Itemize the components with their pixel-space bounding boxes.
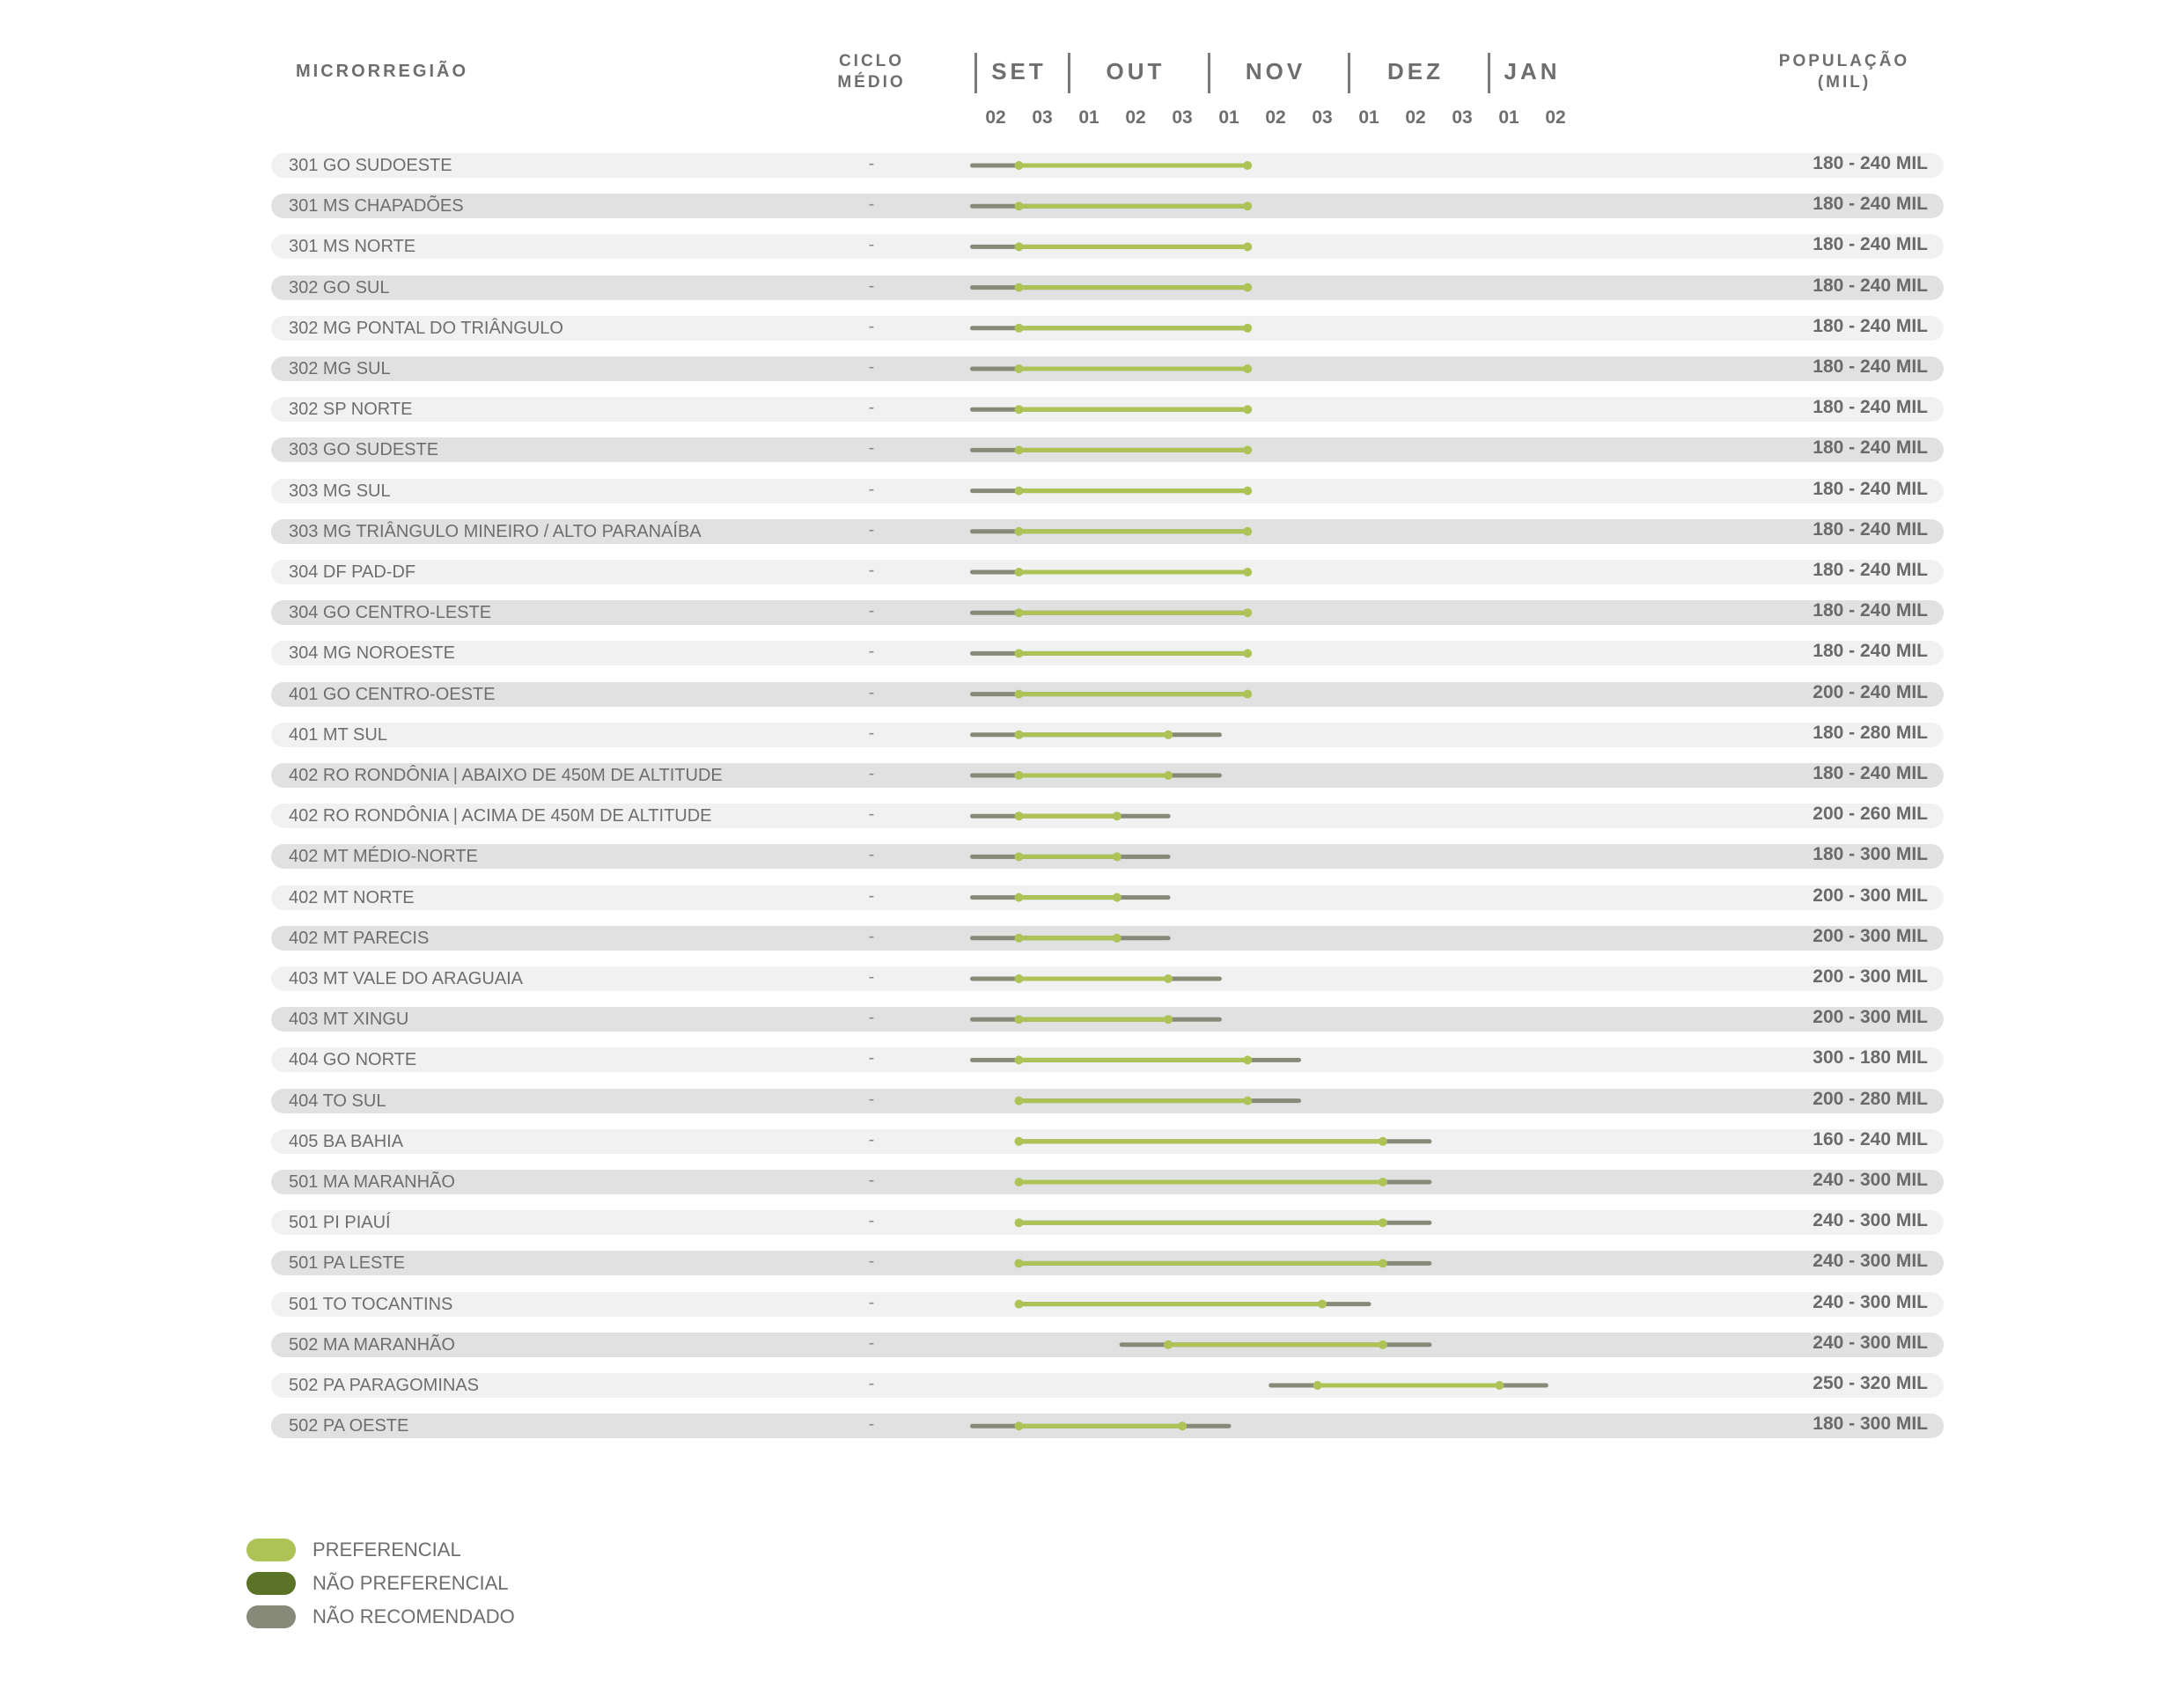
row-ciclo: - (868, 154, 875, 173)
row-label: 304 DF PAD-DF (289, 562, 416, 582)
decade-label: 02 (1405, 107, 1426, 128)
bar-endpoint-dot (1015, 527, 1024, 536)
row-label: 402 MT MÉDIO-NORTE (289, 847, 478, 867)
row-ciclo: - (868, 316, 875, 336)
bar-endpoint-dot (1313, 1381, 1322, 1390)
bar-endpoint-dot (1243, 242, 1252, 251)
row-label: 302 SP NORTE (289, 400, 413, 420)
bar-endpoint-dot (1243, 649, 1252, 657)
row-populacao: 180 - 240 MIL (1813, 356, 1928, 377)
row-label: 302 MG PONTAL DO TRIÂNGULO (289, 318, 563, 338)
row-ciclo: - (868, 885, 875, 906)
row-label: 404 GO NORTE (289, 1050, 417, 1070)
row-label: 501 TO TOCANTINS (289, 1294, 453, 1314)
bar-endpoint-dot (1015, 771, 1024, 780)
bar-endpoint-dot (1243, 690, 1252, 699)
row-label: 401 MT SUL (289, 724, 387, 745)
row-populacao: 180 - 240 MIL (1813, 478, 1928, 499)
bar-endpoint-dot (1243, 405, 1252, 414)
bar-endpoint-dot (1164, 1340, 1173, 1349)
bar-endpoint-dot (1015, 568, 1024, 577)
bar-endpoint-dot (1318, 1300, 1327, 1309)
row-populacao: 180 - 240 MIL (1813, 641, 1928, 662)
bar-endpoint-dot (1015, 1015, 1024, 1024)
row-ciclo: - (868, 1129, 875, 1149)
bar-endpoint-dot (1015, 1178, 1024, 1186)
bar-endpoint-dot (1015, 812, 1024, 820)
row-populacao: 180 - 240 MIL (1813, 518, 1928, 540)
row-label: 402 RO RONDÔNIA | ABAIXO DE 450M DE ALTITUDE (289, 766, 723, 785)
header-ciclo-line1: CICLO (838, 52, 905, 70)
row-ciclo: - (868, 1333, 875, 1353)
row-ciclo: - (868, 438, 875, 459)
bar-endpoint-dot (1243, 487, 1252, 496)
row-ciclo: - (868, 764, 875, 783)
row-populacao: 180 - 240 MIL (1813, 600, 1928, 621)
header-microrregiao: MICRORREGIÃO (296, 62, 468, 81)
legend-label-nao-recomendado: NÃO RECOMENDADO (313, 1605, 515, 1627)
bar-endpoint-dot (1495, 1381, 1504, 1390)
row-label: 502 PA OESTE (289, 1416, 409, 1436)
bar-endpoint-dot (1379, 1340, 1387, 1349)
row-populacao: 240 - 300 MIL (1813, 1170, 1928, 1190)
row-ciclo: - (868, 723, 875, 743)
bar-endpoint-dot (1015, 1421, 1024, 1430)
bar-endpoint-dot (1015, 364, 1024, 373)
row-ciclo: - (868, 642, 875, 662)
bar-endpoint-dot (1015, 608, 1024, 617)
bar-endpoint-dot (1015, 445, 1024, 454)
bar-endpoint-dot (1243, 527, 1252, 536)
row-ciclo: - (868, 926, 875, 946)
row-label: 301 GO SUDOESTE (289, 156, 452, 175)
row-ciclo: - (868, 845, 875, 865)
bar-endpoint-dot (1015, 974, 1024, 983)
row-label: 303 GO SUDESTE (289, 440, 439, 460)
bar-endpoint-dot (1015, 1097, 1024, 1105)
row-populacao: 240 - 300 MIL (1813, 1332, 1928, 1353)
row-populacao: 200 - 240 MIL (1813, 681, 1928, 702)
row-label: 302 MG SUL (289, 359, 391, 378)
row-label: 304 GO CENTRO-LESTE (289, 603, 492, 623)
row-ciclo: - (868, 275, 875, 296)
month-label: DEZ (1387, 58, 1444, 84)
bar-endpoint-dot (1113, 812, 1121, 820)
row-ciclo: - (868, 804, 875, 825)
header-ciclo-line2: MÉDIO (837, 73, 906, 92)
bar-endpoint-dot (1015, 852, 1024, 861)
bar-endpoint-dot (1113, 852, 1121, 861)
row-populacao: 180 - 240 MIL (1813, 234, 1928, 255)
row-populacao: 200 - 280 MIL (1813, 1088, 1928, 1109)
row-label: 304 MG NOROESTE (289, 643, 455, 664)
row-label: 401 GO CENTRO-OESTE (289, 684, 496, 704)
bar-endpoint-dot (1015, 893, 1024, 902)
bar-endpoint-dot (1243, 608, 1252, 617)
row-populacao: 180 - 240 MIL (1813, 437, 1928, 459)
decade-label: 02 (985, 107, 1006, 128)
decade-label: 03 (1312, 107, 1333, 128)
row-populacao: 300 - 180 MIL (1813, 1047, 1928, 1069)
row-label: 501 PI PIAUÍ (289, 1213, 391, 1233)
row-ciclo: - (868, 682, 875, 702)
bar-endpoint-dot (1015, 1218, 1024, 1227)
row-label: 402 MT NORTE (289, 887, 415, 907)
bar-endpoint-dot (1015, 283, 1024, 292)
legend-swatch-nao-preferencial (246, 1572, 296, 1595)
bar-endpoint-dot (1243, 1055, 1252, 1064)
header-populacao-line1: POPULAÇÃO (1778, 52, 1910, 70)
row-label: 502 MA MARANHÃO (289, 1334, 455, 1355)
row-populacao: 240 - 300 MIL (1813, 1210, 1928, 1231)
row-ciclo: - (868, 519, 875, 540)
row-populacao: 240 - 300 MIL (1813, 1251, 1928, 1272)
bar-endpoint-dot (1015, 1137, 1024, 1146)
decade-label: 03 (1032, 107, 1053, 128)
row-populacao: 160 - 240 MIL (1813, 1128, 1928, 1149)
row-populacao: 180 - 240 MIL (1813, 397, 1928, 418)
row-ciclo: - (868, 1008, 875, 1028)
row-label: 301 MS NORTE (289, 237, 416, 257)
bar-endpoint-dot (1164, 974, 1173, 983)
row-label: 403 MT VALE DO ARAGUAIA (289, 969, 524, 988)
row-populacao: 200 - 300 MIL (1813, 925, 1928, 946)
row-label: 405 BA BAHIA (289, 1131, 404, 1151)
header-populacao-line2: (MIL) (1817, 73, 1871, 92)
bar-endpoint-dot (1243, 283, 1252, 292)
bar-endpoint-dot (1015, 487, 1024, 496)
row-label: 402 MT PARECIS (289, 928, 430, 948)
row-populacao: 180 - 240 MIL (1813, 315, 1928, 336)
row-populacao: 200 - 300 MIL (1813, 885, 1928, 906)
row-populacao: 250 - 320 MIL (1813, 1373, 1928, 1393)
decade-label: 02 (1265, 107, 1286, 128)
bar-endpoint-dot (1379, 1137, 1387, 1146)
decade-label: 02 (1125, 107, 1146, 128)
row-label: 301 MS CHAPADÕES (289, 196, 464, 217)
bar-endpoint-dot (1015, 731, 1024, 739)
row-label: 302 GO SUL (289, 277, 390, 297)
bar-endpoint-dot (1015, 161, 1024, 170)
month-label: JAN (1504, 58, 1561, 84)
bar-endpoint-dot (1015, 934, 1024, 943)
row-ciclo: - (868, 1292, 875, 1312)
bar-endpoint-dot (1015, 405, 1024, 414)
bar-endpoint-dot (1243, 364, 1252, 373)
month-label: SET (991, 58, 1047, 84)
row-populacao: 200 - 300 MIL (1813, 966, 1928, 987)
bar-endpoint-dot (1113, 934, 1121, 943)
bar-endpoint-dot (1113, 893, 1121, 902)
bar-endpoint-dot (1015, 1055, 1024, 1064)
row-populacao: 180 - 240 MIL (1813, 275, 1928, 296)
row-ciclo: - (868, 235, 875, 255)
row-ciclo: - (868, 561, 875, 580)
row-ciclo: - (868, 1048, 875, 1069)
row-populacao: 240 - 300 MIL (1813, 1291, 1928, 1312)
bar-endpoint-dot (1015, 1300, 1024, 1309)
row-label: 502 PA PARAGOMINAS (289, 1376, 480, 1395)
bar-endpoint-dot (1379, 1178, 1387, 1186)
decade-label: 01 (1218, 107, 1239, 128)
bar-endpoint-dot (1243, 324, 1252, 333)
row-label: 404 TO SUL (289, 1091, 386, 1111)
row-ciclo: - (868, 398, 875, 418)
legend-swatch-nao-recomendado (246, 1605, 296, 1628)
bar-endpoint-dot (1015, 202, 1024, 210)
row-populacao: 180 - 300 MIL (1813, 844, 1928, 865)
bar-endpoint-dot (1015, 690, 1024, 699)
row-ciclo: - (868, 1089, 875, 1109)
row-populacao: 180 - 240 MIL (1813, 153, 1928, 173)
decade-label: 01 (1358, 107, 1379, 128)
legend-swatch-preferencial (246, 1539, 296, 1561)
row-label: 403 MT XINGU (289, 1010, 409, 1030)
row-populacao: 180 - 240 MIL (1813, 560, 1928, 580)
legend-label-nao-preferencial: NÃO PREFERENCIAL (313, 1572, 509, 1594)
bar-endpoint-dot (1243, 445, 1252, 454)
bar-endpoint-dot (1243, 1097, 1252, 1105)
bar-endpoint-dot (1243, 568, 1252, 577)
row-label: 501 MA MARANHÃO (289, 1172, 455, 1192)
row-label: 501 PA LESTE (289, 1253, 405, 1274)
decade-label: 02 (1545, 107, 1566, 128)
bar-endpoint-dot (1178, 1421, 1187, 1430)
row-ciclo: - (868, 1171, 875, 1190)
bar-endpoint-dot (1015, 1259, 1024, 1267)
row-ciclo: - (868, 195, 875, 215)
row-populacao: 200 - 260 MIL (1813, 804, 1928, 825)
row-ciclo: - (868, 1252, 875, 1272)
row-ciclo: - (868, 1414, 875, 1435)
row-ciclo: - (868, 1211, 875, 1231)
row-populacao: 200 - 300 MIL (1813, 1007, 1928, 1028)
month-label: OUT (1106, 58, 1166, 84)
decade-label: 03 (1452, 107, 1473, 128)
bar-endpoint-dot (1164, 771, 1173, 780)
legend-label-preferencial: PREFERENCIAL (313, 1539, 461, 1561)
row-label: 402 RO RONDÔNIA | ACIMA DE 450M DE ALTITUDE (289, 806, 712, 826)
bar-endpoint-dot (1015, 242, 1024, 251)
bar-endpoint-dot (1379, 1259, 1387, 1267)
bar-endpoint-dot (1015, 649, 1024, 657)
decade-label: 01 (1498, 107, 1519, 128)
row-populacao: 180 - 300 MIL (1813, 1414, 1928, 1435)
decade-label: 03 (1172, 107, 1193, 128)
row-populacao: 180 - 240 MIL (1813, 194, 1928, 215)
bar-endpoint-dot (1243, 202, 1252, 210)
row-populacao: 180 - 280 MIL (1813, 722, 1928, 743)
row-ciclo: - (868, 601, 875, 621)
bar-endpoint-dot (1379, 1218, 1387, 1227)
row-populacao: 180 - 240 MIL (1813, 763, 1928, 783)
row-label: 303 MG TRIÂNGULO MINEIRO / ALTO PARANAÍBA (289, 521, 702, 541)
bar-endpoint-dot (1164, 1015, 1173, 1024)
row-ciclo: - (868, 479, 875, 499)
row-ciclo: - (868, 1374, 875, 1393)
bar-endpoint-dot (1243, 161, 1252, 170)
month-label: NOV (1245, 58, 1306, 84)
row-ciclo: - (868, 357, 875, 377)
bar-endpoint-dot (1164, 731, 1173, 739)
bar-endpoint-dot (1015, 324, 1024, 333)
decade-label: 01 (1078, 107, 1099, 128)
row-ciclo: - (868, 967, 875, 987)
row-label: 303 MG SUL (289, 481, 391, 501)
